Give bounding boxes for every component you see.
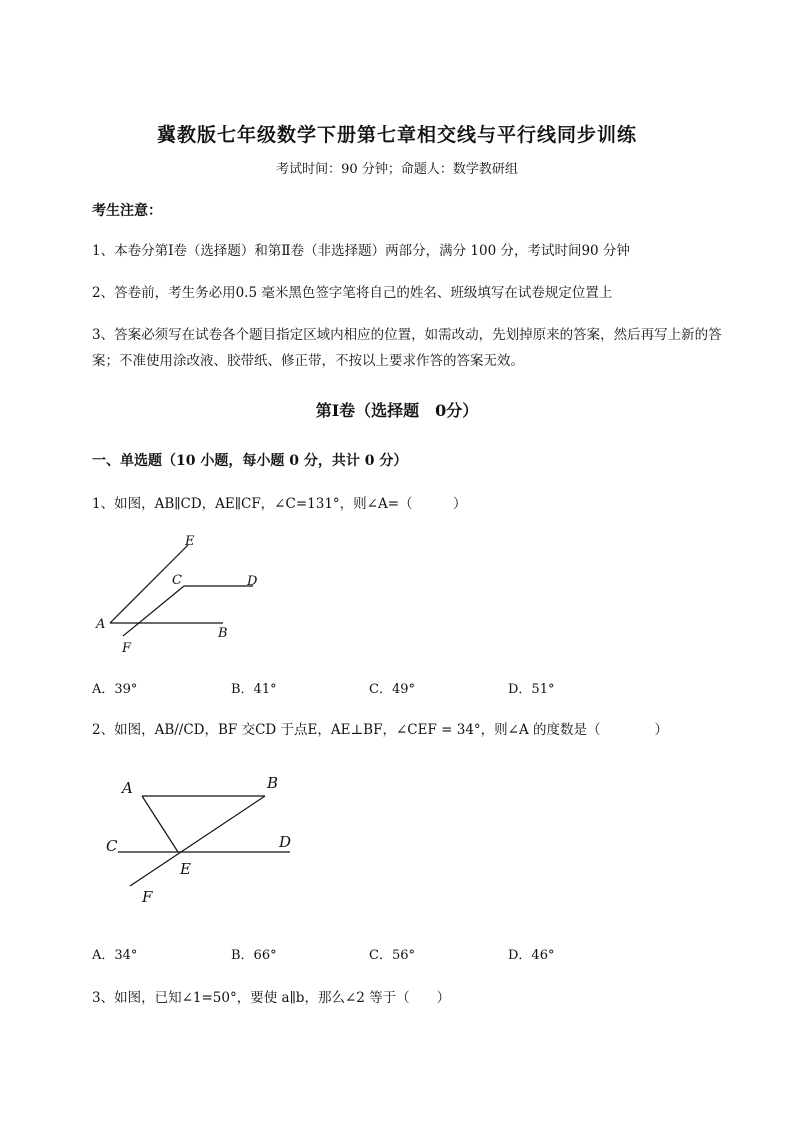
exam-info: 考试时间：90 分钟；命题人：数学教研组: [276, 162, 518, 177]
label-b: B: [218, 626, 228, 641]
question-1-option-b[interactable]: B．41°: [231, 682, 277, 697]
label-c: C: [106, 837, 118, 855]
question-2-option-b[interactable]: B．66°: [231, 948, 277, 963]
label-d: D: [247, 574, 258, 589]
question-1-stem: 1、如图，AB∥CD，AE∥CF，∠C=131°，则∠A=（ ）: [92, 496, 467, 512]
label-b: B: [267, 774, 279, 792]
label-a: A: [96, 617, 106, 632]
line-ae: [142, 796, 178, 852]
line-cf: [123, 586, 184, 636]
page-title: 冀教版七年级数学下册第七章相交线与平行线同步训练: [156, 124, 637, 146]
notice-item-2: 2、答卷前，考生务必用0.5 毫米黑色签字笔将自己的姓名、班级填写在试卷规定位置上: [92, 285, 613, 301]
question-2-option-d[interactable]: D．46°: [508, 948, 555, 963]
question-3-stem: 3、如图，已知∠1=50°，要使 a∥b，那么∠2 等于（ ）: [92, 990, 451, 1006]
label-e: E: [185, 534, 195, 549]
label-e: E: [180, 860, 191, 878]
label-c: C: [172, 573, 182, 588]
question-1-figure: [88, 528, 288, 660]
notice-item-1: 1、本卷分第Ⅰ卷（选择题）和第Ⅱ卷（非选择题）两部分，满分 100 分，考试时间90 分钟: [92, 243, 630, 259]
notice-heading: 考生注意：: [92, 203, 162, 219]
question-2-stem: 2、如图，AB//CD，BF 交CD 于点E，AE⊥BF，∠CEF = 34°，则∠A 的度数是（ ）: [92, 722, 669, 738]
question-1-option-d[interactable]: D．51°: [508, 682, 555, 697]
question-2-option-a[interactable]: A．34°: [92, 948, 138, 963]
label-f: F: [142, 888, 153, 906]
question-2-option-c[interactable]: C．56°: [369, 948, 415, 963]
section-title: 第Ⅰ卷（选择题 0分）: [315, 401, 479, 420]
question-1-option-a[interactable]: A．39°: [92, 682, 138, 697]
label-f: F: [122, 641, 132, 656]
label-d: D: [279, 833, 292, 851]
question-1-option-c[interactable]: C．49°: [369, 682, 415, 697]
label-a: A: [122, 779, 133, 797]
part-title: 一、单选题（10 小题，每小题 0 分，共计 0 分）: [92, 453, 408, 469]
notice-item-3: 3、答案必须写在试卷各个题目指定区域内相应的位置，如需改动，先划掉原来的答案，然后再写上新的答案；不准使用涂改液、胶带纸、修正带，不按以上要求作答的答案无效。: [92, 327, 722, 369]
question-2-figure: [100, 770, 310, 910]
